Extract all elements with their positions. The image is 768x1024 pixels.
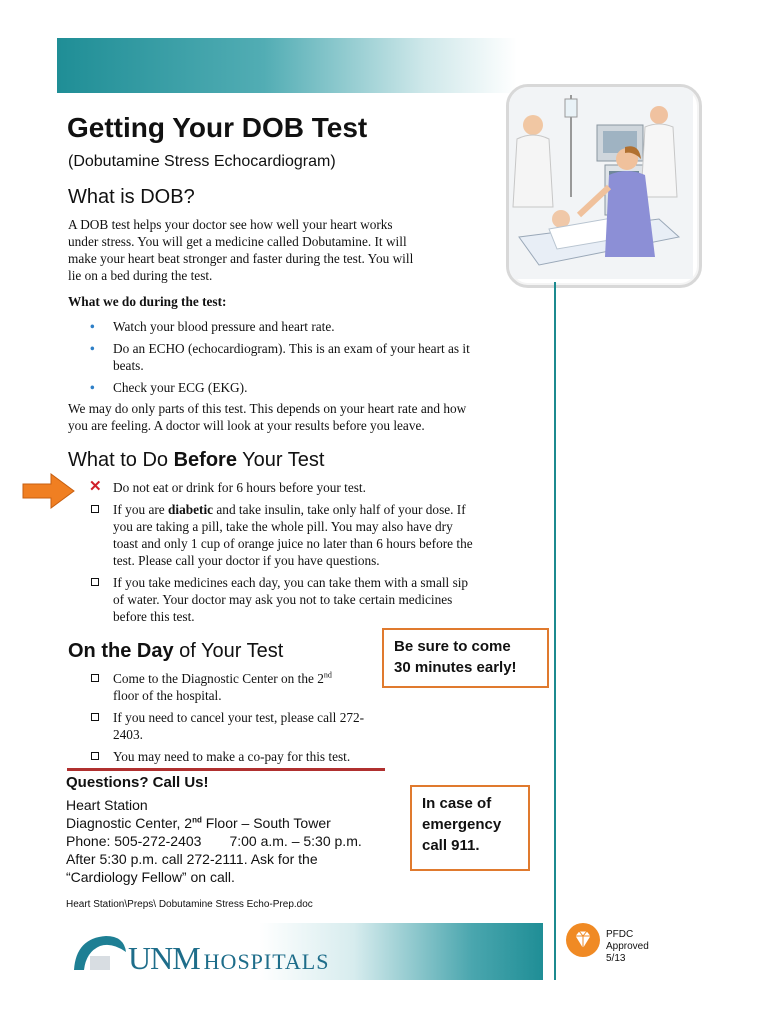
checklist-text: Come to the Diagnostic Center on the 2: [113, 671, 324, 686]
heading-bold-part: On the Day: [68, 640, 174, 662]
questions-title: Questions? Call Us!: [66, 774, 209, 791]
list-item: [68, 340, 470, 357]
phone-number: Phone: 505-272-2403: [66, 833, 202, 849]
superscript: nd: [323, 670, 332, 680]
checklist-text: and take insulin, take only half of your dose. If: [213, 502, 466, 517]
unm-hospitals-logo: [128, 940, 329, 977]
checkbox-icon: [91, 505, 99, 513]
contact-line: “Cardiology Fellow” on call.: [66, 869, 235, 885]
header-teal-bar: [57, 38, 517, 93]
contact-line: [66, 832, 362, 850]
checklist-text: If you are: [113, 502, 169, 517]
checklist-item: [68, 670, 378, 704]
checklist-item: [68, 574, 528, 625]
logo-unm-text: UNM: [128, 940, 200, 976]
what-is-heading: What is DOB?: [68, 186, 195, 208]
superscript: nd: [192, 815, 202, 825]
page-subtitle: (Dobutamine Stress Echocardiogram): [68, 153, 336, 170]
checklist-item: [68, 479, 528, 496]
note-line: you are feeling. A doctor will look at your results before you leave.: [68, 418, 425, 433]
what-is-line: under stress. You will get a medicine called Dobutamine. It will: [68, 234, 407, 249]
red-x-icon: ✕: [89, 478, 102, 495]
pfdc-line: Approved: [606, 941, 649, 952]
list-item-continuation: [68, 357, 470, 374]
note-line: We may do only parts of this test. This depends on your heart rate and how: [68, 401, 467, 416]
checkbox-icon: [91, 578, 99, 586]
document-file-path: Heart Station\Preps\ Dobutamine Stress Echo-Prep.doc: [66, 899, 313, 910]
checklist-text: toast and only 1 cup of orange juice no later than 6 hours before the: [113, 536, 473, 551]
partial-test-note: [68, 400, 466, 434]
medical-illustration: [506, 84, 702, 288]
sidebar-divider-line: [554, 282, 556, 980]
callout-line: emergency: [422, 816, 502, 833]
contact-info: [66, 796, 362, 886]
what-is-line: A DOB test helps your doctor see how well your heart works: [68, 217, 393, 232]
checkbox-icon: [91, 674, 99, 682]
checklist-text: you are taking a pill, take the whole pill. You may also have dry: [113, 519, 453, 534]
checkbox-icon: [91, 713, 99, 721]
checkbox-icon: [91, 752, 99, 760]
unm-logo-icon: [72, 932, 128, 972]
list-item: [68, 318, 470, 335]
callout-line: Be sure to come: [394, 638, 511, 655]
during-test-label: What we do during the test:: [68, 294, 227, 309]
heading-part: of Your Test: [173, 640, 284, 662]
list-item-text: beats.: [113, 358, 144, 373]
what-is-line: lie on a bed during the test.: [68, 268, 213, 283]
list-item-text: Watch your blood pressure and heart rate.: [113, 319, 335, 334]
checklist-bold-text: diabetic: [168, 502, 214, 517]
contact-text: Diagnostic Center, 2: [66, 815, 193, 831]
heading-part: What to Do: [68, 449, 174, 471]
contact-line: Heart Station: [66, 797, 148, 813]
hours-text: 7:00 a.m. – 5:30 p.m.: [229, 833, 362, 849]
page-title: Getting Your DOB Test: [67, 112, 368, 143]
during-test-list: [68, 318, 470, 396]
what-is-paragraph: [68, 216, 413, 284]
day-of-heading: [68, 640, 283, 663]
callout-line: call 911.: [422, 837, 480, 854]
checklist-text: test. Please call your doctor if you have questions.: [113, 553, 380, 568]
bullet-icon: •: [90, 380, 95, 395]
checklist-text: If you take medicines each day, you can take them with a small sip: [113, 575, 469, 590]
checklist-item: [68, 748, 378, 765]
heading-part: Your Test: [236, 449, 325, 471]
section-divider: [67, 768, 385, 771]
before-heading: [68, 449, 324, 472]
callout-line: 30 minutes early!: [394, 659, 517, 676]
arrive-early-callout: [382, 628, 549, 688]
day-of-checklist: [68, 670, 378, 765]
checklist-item: [68, 501, 528, 569]
checklist-text: floor of the hospital.: [113, 688, 222, 703]
nurse-patient-illustration: [509, 87, 693, 279]
emergency-callout: [410, 785, 530, 871]
checklist-text: You may need to make a co-pay for this test.: [113, 749, 351, 764]
before-checklist: [68, 479, 528, 625]
checklist-item: [68, 709, 378, 743]
list-item: [68, 379, 470, 396]
pfdc-line: 5/13: [606, 953, 626, 964]
checklist-text: Do not eat or drink for 6 hours before your test.: [113, 480, 366, 495]
bullet-icon: •: [90, 319, 95, 334]
what-is-line: make your heart beat stronger and faster during the test. You will: [68, 251, 414, 266]
list-item-text: Check your ECG (EKG).: [113, 380, 248, 395]
heading-bold-part: Before: [173, 449, 237, 471]
checklist-text: before this test.: [113, 609, 195, 624]
bullet-icon: •: [90, 341, 95, 356]
callout-line: In case of: [422, 795, 492, 812]
pfdc-approval: [606, 929, 649, 965]
pfdc-line: PFDC: [606, 929, 634, 940]
contact-text: Floor – South Tower: [201, 815, 331, 831]
list-item-text: Do an ECHO (echocardiogram). This is an exam of your heart as it: [113, 341, 470, 356]
pfdc-diamond-badge-icon: [565, 922, 601, 958]
checklist-text: of water. Your doctor may ask you not to take certain medicines: [113, 592, 453, 607]
checklist-text: If you need to cancel your test, please call 272-2403.: [113, 710, 365, 742]
contact-line: After 5:30 p.m. call 272-2111. Ask for the: [66, 851, 318, 867]
logo-hospitals-text: HOSPITALS: [203, 949, 330, 974]
contact-line: [66, 814, 362, 832]
